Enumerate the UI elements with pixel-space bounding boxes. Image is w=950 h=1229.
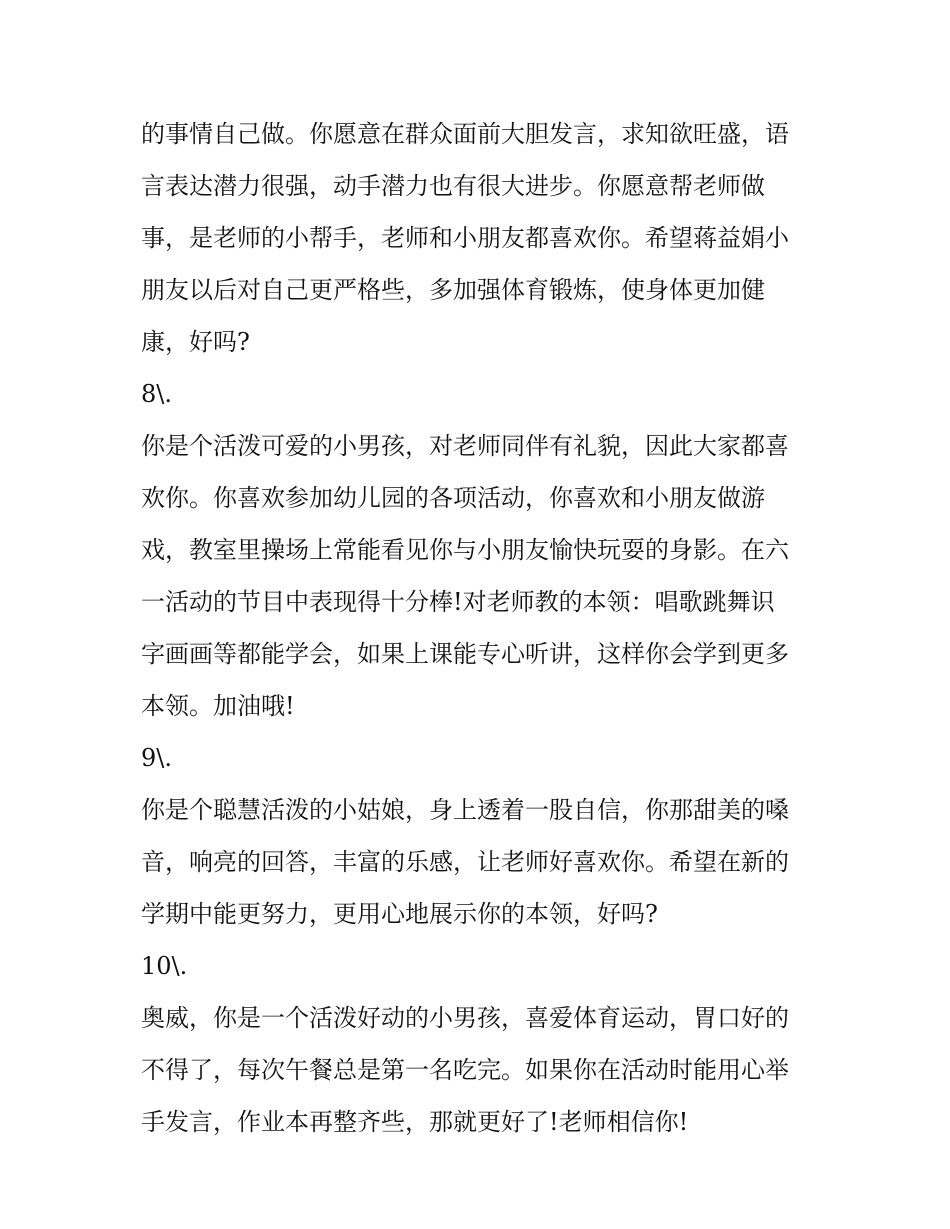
text-line: 字画画等都能学会，如果上课能专心听讲，这样你会学到更多	[141, 640, 789, 668]
document-body	[141, 108, 813, 1148]
item-number-9: 9\.	[141, 744, 172, 772]
text-line: 言表达潜力很强，动手潜力也有很大进步。你愿意帮老师做	[141, 172, 765, 200]
text-line: 朋友以后对自己更严格些，多加强体育锻炼，使身体更加健	[141, 276, 765, 304]
text-line: 事，是老师的小帮手，老师和小朋友都喜欢你。希望蒋益娟小	[141, 224, 789, 252]
text-line: 学期中能更努力，更用心地展示你的本领，好吗?	[141, 900, 658, 928]
item-number-8: 8\.	[141, 380, 172, 408]
text-line: 你是个活泼可爱的小男孩，对老师同伴有礼貌，因此大家都喜	[141, 432, 789, 460]
text-line: 的事情自己做。你愿意在群众面前大胆发言，求知欲旺盛，语	[141, 120, 789, 148]
item-number-10: 10\.	[141, 952, 188, 980]
text-line: 欢你。你喜欢参加幼儿园的各项活动，你喜欢和小朋友做游	[141, 484, 765, 512]
text-line: 你是个聪慧活泼的小姑娘，身上透着一股自信，你那甜美的嗓	[141, 796, 789, 824]
text-line: 不得了，每次午餐总是第一名吃完。如果你在活动时能用心举	[141, 1056, 789, 1084]
text-line: 戏，教室里操场上常能看见你与小朋友愉快玩耍的身影。在六	[141, 536, 789, 564]
text-line: 本领。加油哦!	[141, 692, 295, 720]
text-line: 康，好吗?	[141, 328, 250, 356]
text-line: 一活动的节目中表现得十分棒!对老师教的本领：唱歌跳舞识	[141, 588, 775, 616]
text-line: 奥威，你是一个活泼好动的小男孩，喜爱体育运动，胃口好的	[141, 1004, 789, 1032]
text-line: 手发言，作业本再整齐些，那就更好了!老师相信你!	[141, 1108, 689, 1136]
text-line: 音，响亮的回答，丰富的乐感，让老师好喜欢你。希望在新的	[141, 848, 789, 876]
